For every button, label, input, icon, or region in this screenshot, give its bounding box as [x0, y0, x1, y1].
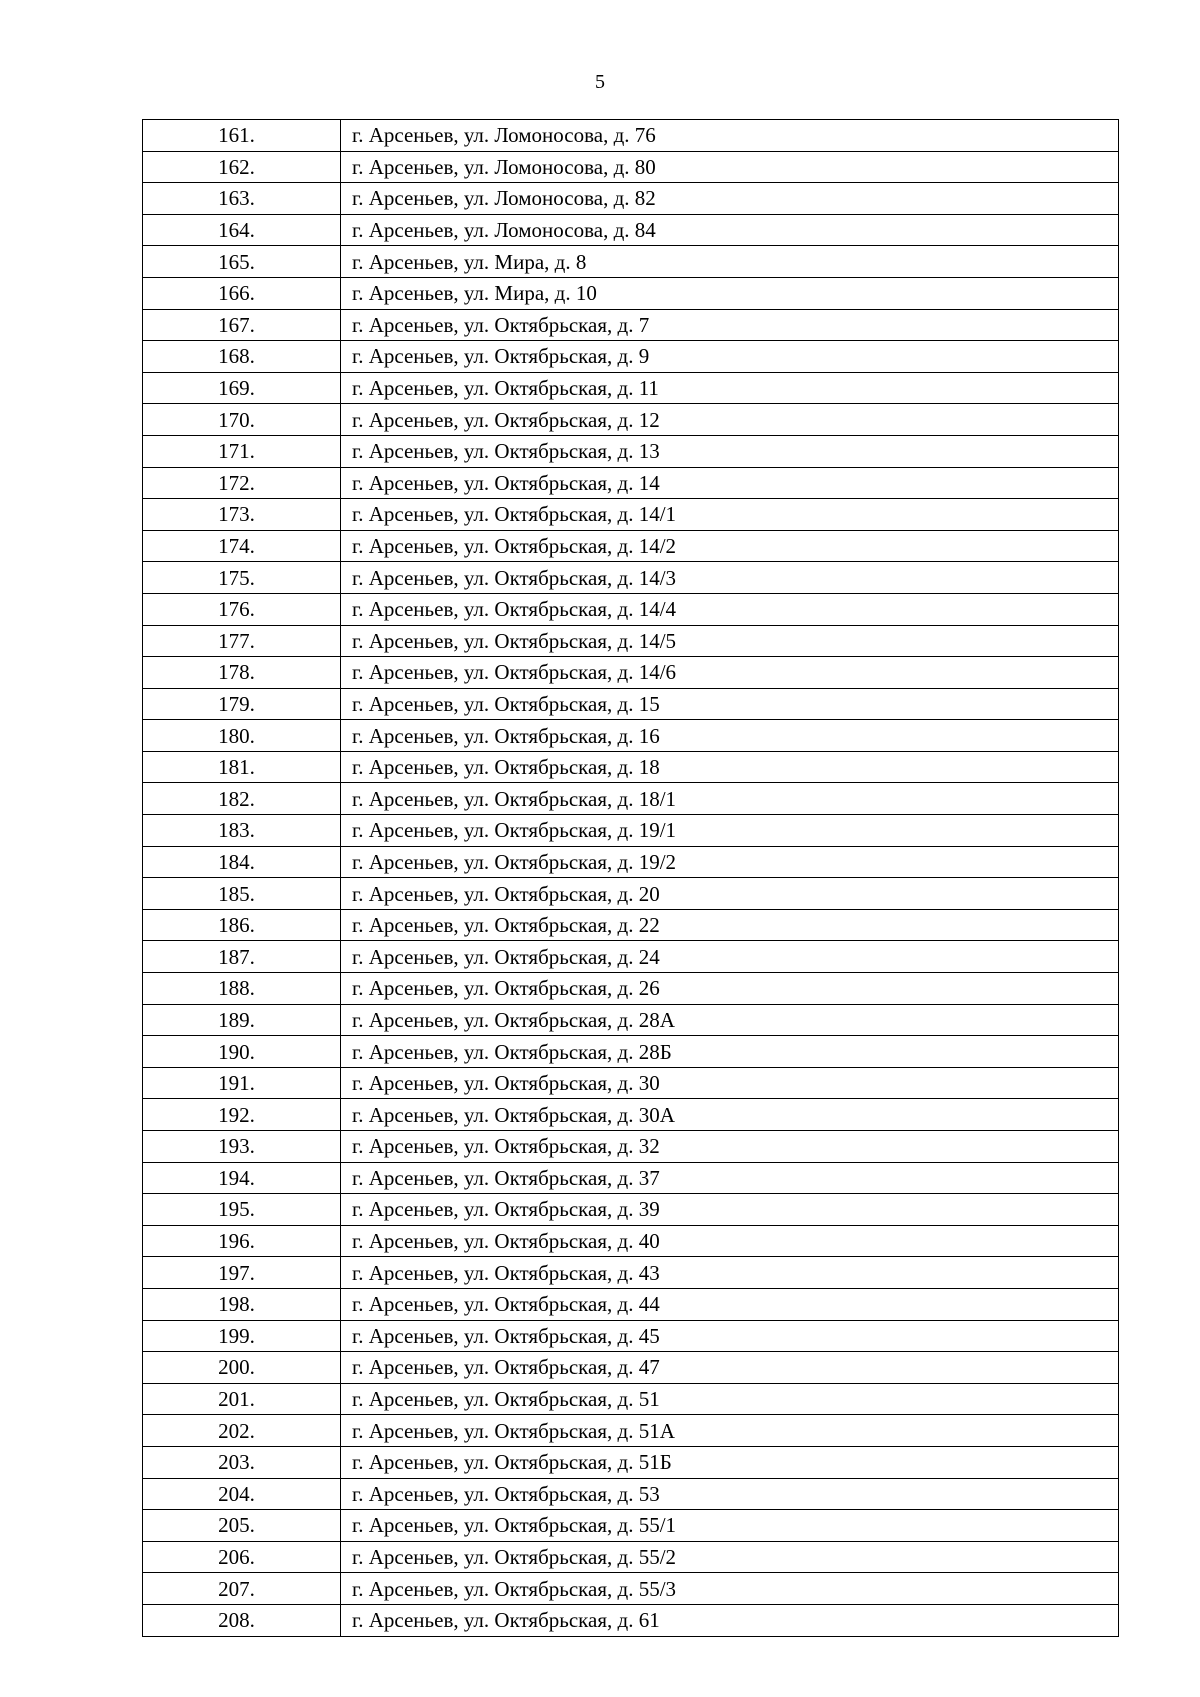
table-row	[143, 1288, 1119, 1320]
table-row	[143, 878, 1119, 910]
table-row	[143, 1067, 1119, 1099]
address-cell: г. Арсеньев, ул. Октябрьская, д. 22	[341, 909, 1119, 941]
table-row	[143, 499, 1119, 531]
table-row	[143, 783, 1119, 815]
row-number-cell: 177.	[143, 625, 341, 657]
address-cell: г. Арсеньев, ул. Октябрьская, д. 12	[341, 404, 1119, 436]
address-cell: г. Арсеньев, ул. Октябрьская, д. 40	[341, 1225, 1119, 1257]
address-cell: г. Арсеньев, ул. Октябрьская, д. 14/1	[341, 499, 1119, 531]
address-cell: г. Арсеньев, ул. Октябрьская, д. 55/2	[341, 1541, 1119, 1573]
address-cell: г. Арсеньев, ул. Октябрьская, д. 30А	[341, 1099, 1119, 1131]
address-cell: г. Арсеньев, ул. Октябрьская, д. 44	[341, 1288, 1119, 1320]
row-number-cell: 186.	[143, 909, 341, 941]
address-cell: г. Арсеньев, ул. Октябрьская, д. 30	[341, 1067, 1119, 1099]
address-cell: г. Арсеньев, ул. Октябрьская, д. 47	[341, 1352, 1119, 1384]
table-row	[143, 593, 1119, 625]
row-number-cell: 196.	[143, 1225, 341, 1257]
table-row	[143, 277, 1119, 309]
address-cell: г. Арсеньев, ул. Октябрьская, д. 28А	[341, 1004, 1119, 1036]
row-number-cell: 165.	[143, 246, 341, 278]
address-cell: г. Арсеньев, ул. Октябрьская, д. 32	[341, 1131, 1119, 1163]
table-row	[143, 151, 1119, 183]
address-cell: г. Арсеньев, ул. Октябрьская, д. 18	[341, 751, 1119, 783]
row-number-cell: 184.	[143, 846, 341, 878]
table-row	[143, 1099, 1119, 1131]
table-row	[143, 1036, 1119, 1068]
address-cell: г. Арсеньев, ул. Октябрьская, д. 14/4	[341, 593, 1119, 625]
row-number-cell: 173.	[143, 499, 341, 531]
row-number-cell: 206.	[143, 1541, 341, 1573]
row-number-cell: 203.	[143, 1446, 341, 1478]
row-number-cell: 202.	[143, 1415, 341, 1447]
row-number-cell: 183.	[143, 815, 341, 847]
row-number-cell: 207.	[143, 1573, 341, 1605]
row-number-cell: 182.	[143, 783, 341, 815]
row-number-cell: 178.	[143, 657, 341, 689]
row-number-cell: 192.	[143, 1099, 341, 1131]
address-table-body	[143, 120, 1119, 1637]
row-number-cell: 179.	[143, 688, 341, 720]
table-row	[143, 751, 1119, 783]
table-row	[143, 657, 1119, 689]
address-cell: г. Арсеньев, ул. Октябрьская, д. 14	[341, 467, 1119, 499]
table-row	[143, 1383, 1119, 1415]
row-number-cell: 188.	[143, 973, 341, 1005]
table-row	[143, 404, 1119, 436]
address-cell: г. Арсеньев, ул. Ломоносова, д. 82	[341, 183, 1119, 215]
address-cell: г. Арсеньев, ул. Октябрьская, д. 13	[341, 435, 1119, 467]
address-cell: г. Арсеньев, ул. Октябрьская, д. 37	[341, 1162, 1119, 1194]
address-cell: г. Арсеньев, ул. Октябрьская, д. 11	[341, 372, 1119, 404]
table-row	[143, 530, 1119, 562]
table-row	[143, 625, 1119, 657]
row-number-cell: 180.	[143, 720, 341, 752]
row-number-cell: 189.	[143, 1004, 341, 1036]
address-cell: г. Арсеньев, ул. Октябрьская, д. 43	[341, 1257, 1119, 1289]
row-number-cell: 167.	[143, 309, 341, 341]
row-number-cell: 164.	[143, 214, 341, 246]
table-row	[143, 120, 1119, 152]
address-cell: г. Арсеньев, ул. Мира, д. 8	[341, 246, 1119, 278]
row-number-cell: 204.	[143, 1478, 341, 1510]
address-cell: г. Арсеньев, ул. Мира, д. 10	[341, 277, 1119, 309]
address-cell: г. Арсеньев, ул. Октябрьская, д. 20	[341, 878, 1119, 910]
table-row	[143, 1320, 1119, 1352]
address-cell: г. Арсеньев, ул. Октябрьская, д. 14/2	[341, 530, 1119, 562]
row-number-cell: 199.	[143, 1320, 341, 1352]
table-row	[143, 1225, 1119, 1257]
row-number-cell: 198.	[143, 1288, 341, 1320]
table-row	[143, 1162, 1119, 1194]
address-cell: г. Арсеньев, ул. Октябрьская, д. 15	[341, 688, 1119, 720]
address-cell: г. Арсеньев, ул. Октябрьская, д. 39	[341, 1194, 1119, 1226]
row-number-cell: 162.	[143, 151, 341, 183]
table-row	[143, 1478, 1119, 1510]
row-number-cell: 172.	[143, 467, 341, 499]
row-number-cell: 170.	[143, 404, 341, 436]
address-cell: г. Арсеньев, ул. Октябрьская, д. 9	[341, 341, 1119, 373]
address-cell: г. Арсеньев, ул. Октябрьская, д. 14/3	[341, 562, 1119, 594]
row-number-cell: 171.	[143, 435, 341, 467]
row-number-cell: 168.	[143, 341, 341, 373]
address-cell: г. Арсеньев, ул. Октябрьская, д. 14/5	[341, 625, 1119, 657]
table-row	[143, 1541, 1119, 1573]
address-cell: г. Арсеньев, ул. Октябрьская, д. 53	[341, 1478, 1119, 1510]
table-row	[143, 1352, 1119, 1384]
address-cell: г. Арсеньев, ул. Октябрьская, д. 7	[341, 309, 1119, 341]
row-number-cell: 181.	[143, 751, 341, 783]
table-row	[143, 846, 1119, 878]
row-number-cell: 194.	[143, 1162, 341, 1194]
row-number-cell: 185.	[143, 878, 341, 910]
row-number-cell: 187.	[143, 941, 341, 973]
row-number-cell: 201.	[143, 1383, 341, 1415]
table-row	[143, 1131, 1119, 1163]
row-number-cell: 166.	[143, 277, 341, 309]
table-row	[143, 435, 1119, 467]
table-row	[143, 246, 1119, 278]
row-number-cell: 161.	[143, 120, 341, 152]
address-cell: г. Арсеньев, ул. Октябрьская, д. 55/1	[341, 1510, 1119, 1542]
table-row	[143, 309, 1119, 341]
table-row	[143, 1194, 1119, 1226]
table-row	[143, 973, 1119, 1005]
row-number-cell: 205.	[143, 1510, 341, 1542]
table-row	[143, 214, 1119, 246]
address-cell: г. Арсеньев, ул. Октябрьская, д. 26	[341, 973, 1119, 1005]
address-cell: г. Арсеньев, ул. Октябрьская, д. 18/1	[341, 783, 1119, 815]
table-row	[143, 467, 1119, 499]
row-number-cell: 208.	[143, 1604, 341, 1636]
table-row	[143, 562, 1119, 594]
table-row	[143, 909, 1119, 941]
table-row	[143, 183, 1119, 215]
address-cell: г. Арсеньев, ул. Октябрьская, д. 45	[341, 1320, 1119, 1352]
table-row	[143, 372, 1119, 404]
table-row	[143, 1573, 1119, 1605]
address-cell: г. Арсеньев, ул. Октябрьская, д. 51Б	[341, 1446, 1119, 1478]
table-row	[143, 1004, 1119, 1036]
address-cell: г. Арсеньев, ул. Октябрьская, д. 51	[341, 1383, 1119, 1415]
address-cell: г. Арсеньев, ул. Октябрьская, д. 24	[341, 941, 1119, 973]
row-number-cell: 163.	[143, 183, 341, 215]
row-number-cell: 197.	[143, 1257, 341, 1289]
address-cell: г. Арсеньев, ул. Октябрьская, д. 61	[341, 1604, 1119, 1636]
table-row	[143, 1257, 1119, 1289]
table-row	[143, 941, 1119, 973]
address-cell: г. Арсеньев, ул. Октябрьская, д. 55/3	[341, 1573, 1119, 1605]
table-row	[143, 1604, 1119, 1636]
row-number-cell: 190.	[143, 1036, 341, 1068]
address-cell: г. Арсеньев, ул. Октябрьская, д. 14/6	[341, 657, 1119, 689]
page-number: 5	[595, 71, 605, 93]
row-number-cell: 174.	[143, 530, 341, 562]
address-cell: г. Арсеньев, ул. Октябрьская, д. 19/1	[341, 815, 1119, 847]
address-cell: г. Арсеньев, ул. Ломоносова, д. 80	[341, 151, 1119, 183]
row-number-cell: 195.	[143, 1194, 341, 1226]
table-row	[143, 720, 1119, 752]
address-cell: г. Арсеньев, ул. Ломоносова, д. 84	[341, 214, 1119, 246]
row-number-cell: 191.	[143, 1067, 341, 1099]
row-number-cell: 176.	[143, 593, 341, 625]
table-row	[143, 1446, 1119, 1478]
row-number-cell: 169.	[143, 372, 341, 404]
row-number-cell: 193.	[143, 1131, 341, 1163]
address-cell: г. Арсеньев, ул. Октябрьская, д. 51А	[341, 1415, 1119, 1447]
table-row	[143, 688, 1119, 720]
address-cell: г. Арсеньев, ул. Октябрьская, д. 16	[341, 720, 1119, 752]
table-row	[143, 1415, 1119, 1447]
table-row	[143, 341, 1119, 373]
address-cell: г. Арсеньев, ул. Октябрьская, д. 19/2	[341, 846, 1119, 878]
table-row	[143, 815, 1119, 847]
address-table	[142, 119, 1119, 1637]
address-cell: г. Арсеньев, ул. Октябрьская, д. 28Б	[341, 1036, 1119, 1068]
address-cell: г. Арсеньев, ул. Ломоносова, д. 76	[341, 120, 1119, 152]
row-number-cell: 175.	[143, 562, 341, 594]
row-number-cell: 200.	[143, 1352, 341, 1384]
table-row	[143, 1510, 1119, 1542]
